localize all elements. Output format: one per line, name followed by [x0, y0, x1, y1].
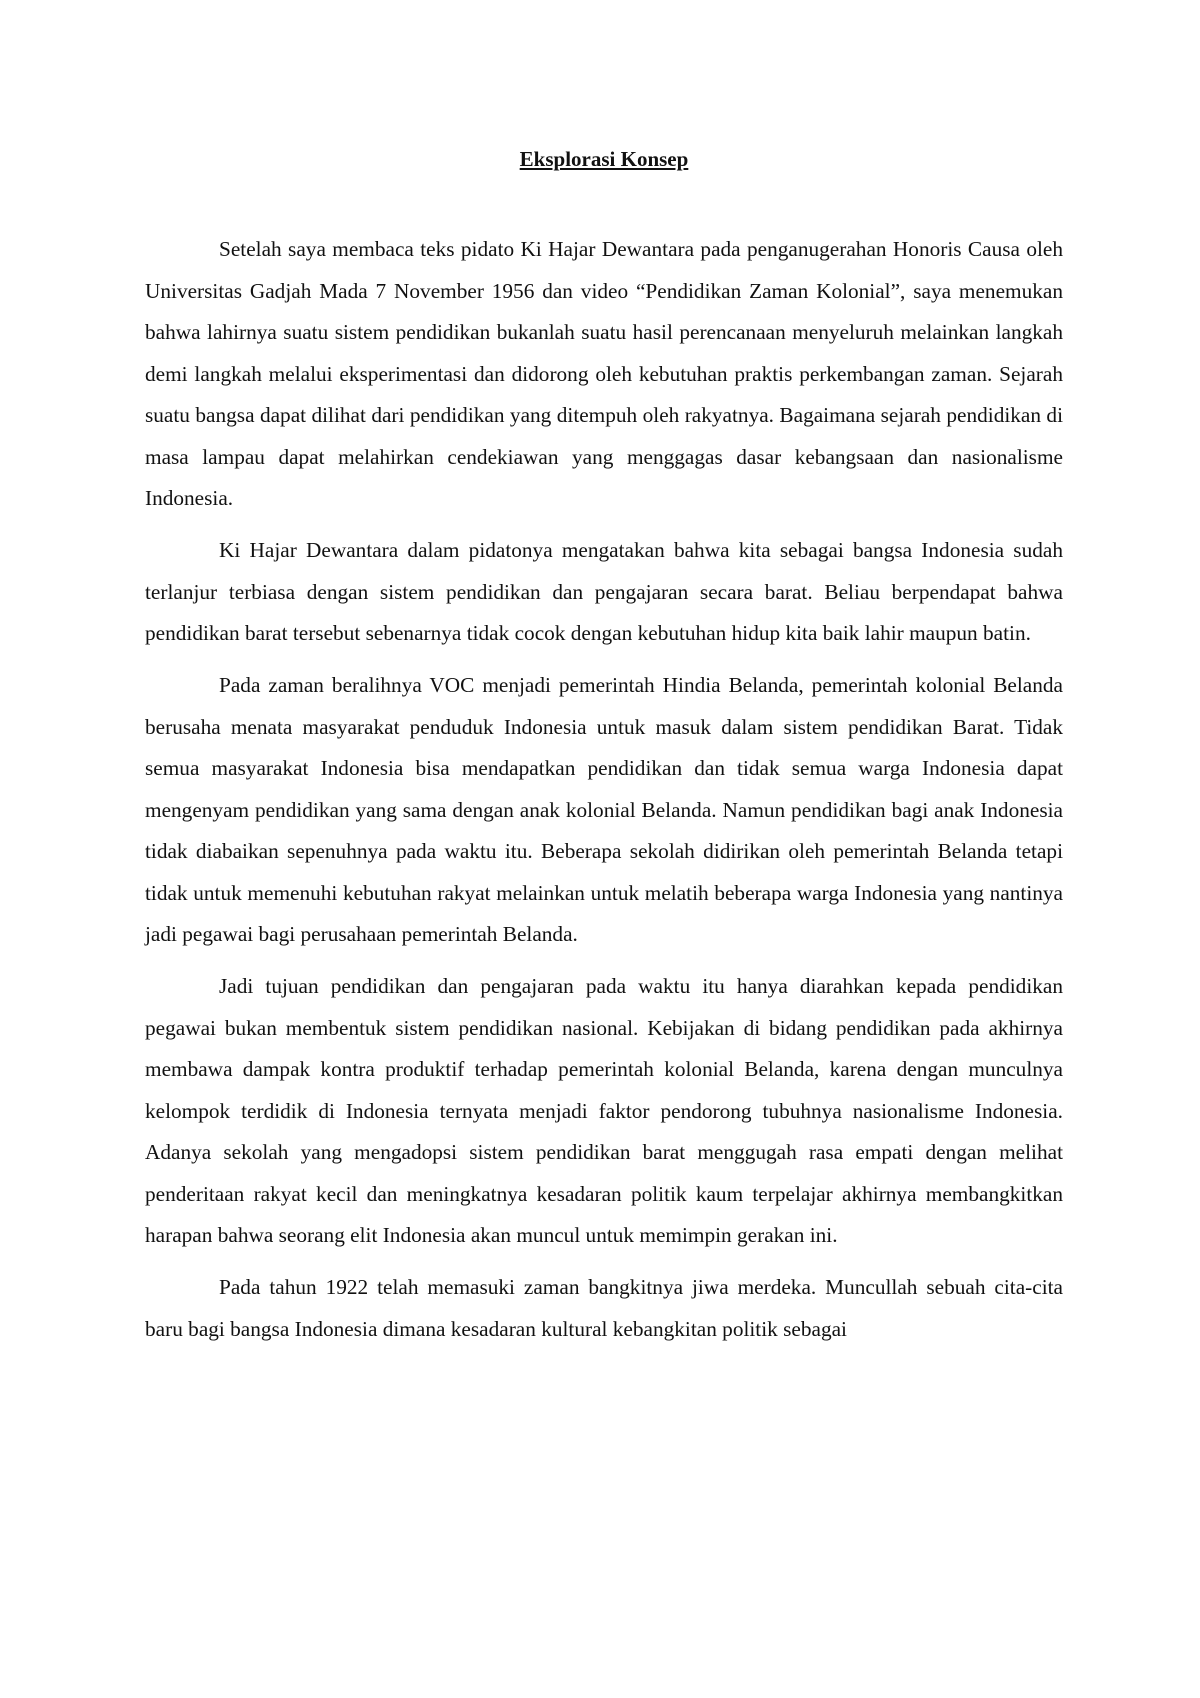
document-title: Eksplorasi Konsep	[519, 147, 689, 171]
paragraph-4: Jadi tujuan pendidikan dan pengajaran pada waktu itu hanya diarahkan kepada pendidikan pegawai bukan membentuk sistem pendidikan nasional. Kebijakan di bidang pendidikan pada akhirnya membawa dampak kontra produktif terhadap pemerintah kolonial Belanda, karena dengan munculnya kelompok terdidik di Indonesia ternyata menjadi faktor pendorong tubuhnya nasionalisme Indonesia. Adanya sekolah yang mengadopsi sistem pendidikan barat menggugah rasa empati dengan melihat penderitaan rakyat kecil dan meningkatnya kesadaran politik kaum terpelajar akhirnya membangkitkan harapan bahwa seorang elit Indonesia akan muncul untuk memimpin gerakan ini.	[145, 974, 1063, 1247]
paragraph-1: Setelah saya membaca teks pidato Ki Hajar Dewantara pada penganugerahan Honoris Causa oleh Universitas Gadjah Mada 7 November 1956 dan video “Pendidikan Zaman Kolonial”, saya menemukan bahwa lahirnya suatu sistem pendidikan bukanlah suatu hasil perencanaan menyeluruh melainkan langkah demi langkah melalui eksperimentasi dan didorong oleh kebutuhan praktis perkembangan zaman. Sejarah suatu bangsa dapat dilihat dari pendidikan yang ditempuh oleh rakyatnya. Bagaimana sejarah pendidikan di masa lampau dapat melahirkan cendekiawan yang menggagas dasar kebangsaan dan nasionalisme Indonesia.	[145, 237, 1063, 510]
paragraph-2: Ki Hajar Dewantara dalam pidatonya mengatakan bahwa kita sebagai bangsa Indonesia sudah terlanjur terbiasa dengan sistem pendidikan dan pengajaran secara barat. Beliau berpendapat bahwa pendidikan barat tersebut sebenarnya tidak cocok dengan kebutuhan hidup kita baik lahir maupun batin.	[145, 538, 1063, 645]
paragraph-3: Pada zaman beralihnya VOC menjadi pemerintah Hindia Belanda, pemerintah kolonial Belanda berusaha menata masyarakat penduduk Indonesia untuk masuk dalam sistem pendidikan Barat. Tidak semua masyarakat Indonesia bisa mendapatkan pendidikan dan tidak semua warga Indonesia dapat mengenyam pendidikan yang sama dengan anak kolonial Belanda. Namun pendidikan bagi anak Indonesia tidak diabaikan sepenuhnya pada waktu itu. Beberapa sekolah didirikan oleh pemerintah Belanda tetapi tidak untuk memenuhi kebutuhan rakyat melainkan untuk melatih beberapa warga Indonesia yang nantinya jadi pegawai bagi perusahaan pemerintah Belanda.	[145, 673, 1063, 946]
document-body	[145, 229, 1063, 1361]
paragraph-5: Pada tahun 1922 telah memasuki zaman bangkitnya jiwa merdeka. Muncullah sebuah cita-cita baru bagi bangsa Indonesia dimana kesadaran kultural kebangkitan politik sebagai	[145, 1275, 1063, 1341]
